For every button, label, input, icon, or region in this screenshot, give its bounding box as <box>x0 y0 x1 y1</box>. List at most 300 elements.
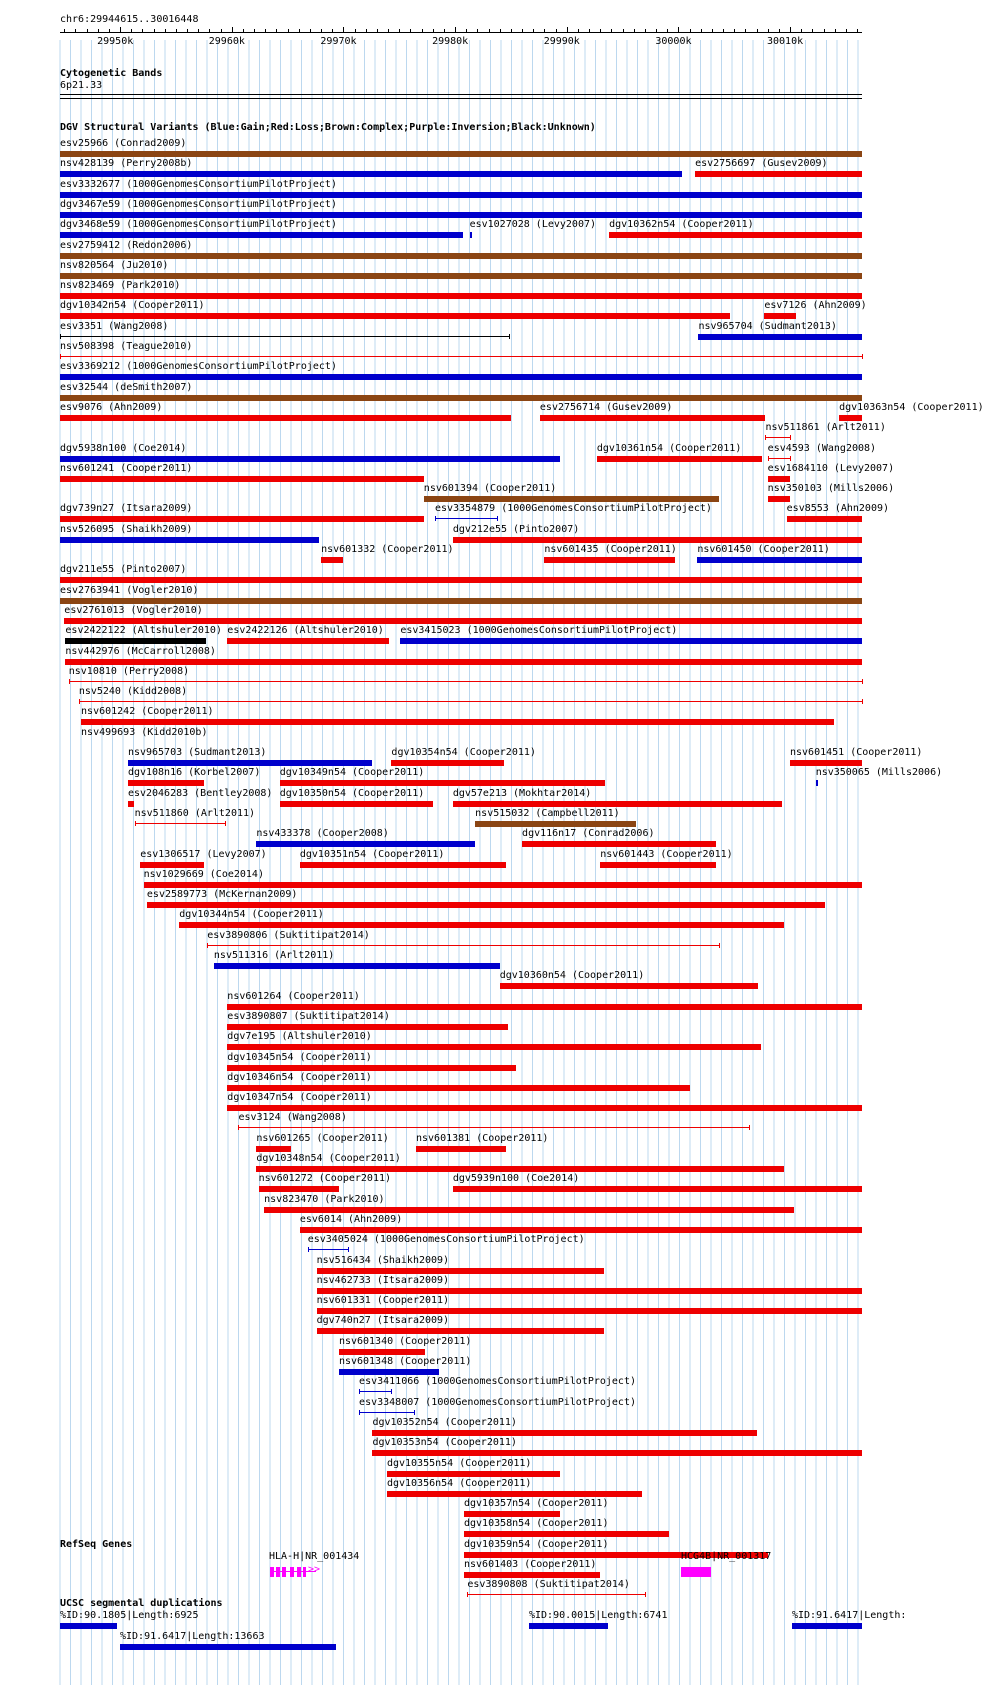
ruler-minor-tick <box>578 29 579 32</box>
variant-bar[interactable] <box>65 638 206 644</box>
variant-label[interactable]: nsv499693 (Kidd2010b) <box>81 726 208 738</box>
variant-bar[interactable] <box>435 518 498 519</box>
ruler-minor-tick <box>656 29 657 32</box>
variant-label[interactable]: dgv10360n54 (Cooper2011) <box>499 970 645 982</box>
variant-label[interactable]: esv3890806 (Suktitipat2014) <box>207 929 370 941</box>
track-title-refseq: RefSeq Genes <box>60 1539 133 1550</box>
variant-bar[interactable] <box>60 171 682 177</box>
variant-label[interactable]: nsv823469 (Park2010) <box>60 280 181 292</box>
variant-bar[interactable] <box>387 1471 560 1477</box>
variant-bar[interactable] <box>597 456 762 462</box>
variant-bar[interactable] <box>816 780 818 786</box>
variant-label[interactable]: dgv10357n54 (Cooper2011) <box>463 1498 609 1510</box>
variant-label[interactable]: esv2756697 (Gusev2009) <box>695 158 828 170</box>
variant-bar[interactable] <box>540 415 766 421</box>
variant-label[interactable]: nsv511860 (Arlt2011) <box>134 807 256 819</box>
variant-end-cap <box>348 1247 349 1252</box>
variant-bar[interactable] <box>372 1430 756 1436</box>
ruler-minor-tick <box>98 29 99 32</box>
variant-label[interactable]: esv1306517 (Levy2007) <box>140 848 267 860</box>
variant-label[interactable]: esv2422126 (Altshuler2010) <box>227 625 384 637</box>
variant-bar[interactable] <box>60 313 730 319</box>
variant-label[interactable]: dgv739n27 (Itsara2009) <box>60 503 193 515</box>
variant-bar[interactable] <box>544 557 675 563</box>
variant-bar[interactable] <box>317 1268 604 1274</box>
variant-label[interactable]: esv8553 (Ahn2009) <box>786 503 890 515</box>
variant-label[interactable]: nsv601451 (Cooper2011) <box>790 747 923 758</box>
variant-bar[interactable] <box>256 1146 291 1152</box>
variant-bar[interactable] <box>470 232 472 238</box>
ruler-minor-tick <box>75 29 76 32</box>
variant-bar[interactable] <box>227 1065 516 1071</box>
variant-label[interactable]: esv3405024 (1000GenomesConsortiumPilotProject) <box>307 1234 585 1246</box>
variant-bar[interactable] <box>227 1024 507 1030</box>
ruler-minor-tick <box>533 29 534 32</box>
variant-label[interactable]: dgv10342n54 (Cooper2011) <box>60 300 205 312</box>
variant-label[interactable]: dgv7e195 (Altshuler2010) <box>227 1031 372 1043</box>
ruler-minor-tick <box>221 29 222 32</box>
variant-label[interactable]: nsv511316 (Arlt2011) <box>213 950 335 961</box>
variant-label[interactable]: dgv116n17 (Conrad2006) <box>522 828 655 840</box>
variant-bar[interactable] <box>600 862 716 868</box>
variant-label[interactable]: esv3890808 (Suktitipat2014) <box>467 1579 630 1591</box>
variant-label[interactable]: dgv108n16 (Korbel2007) <box>127 767 261 779</box>
ruler-minor-tick <box>433 29 434 32</box>
variant-end-cap <box>790 456 791 461</box>
variant-label[interactable]: nsv601272 (Cooper2011) <box>258 1173 392 1185</box>
variant-bar[interactable] <box>60 476 424 482</box>
variant-label[interactable]: nsv601332 (Cooper2011) <box>321 544 454 555</box>
variant-bar[interactable] <box>300 1227 862 1233</box>
variant-bar[interactable] <box>60 456 560 462</box>
variant-label[interactable]: esv3369212 (1000GenomesConsortiumPilotProject) <box>60 361 337 373</box>
variant-bar[interactable] <box>416 1146 506 1152</box>
variant-bar[interactable] <box>60 273 862 279</box>
variant-bar[interactable] <box>60 293 862 299</box>
variant-bar[interactable] <box>60 395 862 401</box>
variant-bar[interactable] <box>317 1308 862 1314</box>
variant-bar[interactable] <box>60 232 463 238</box>
ruler-minor-tick <box>321 29 322 32</box>
variant-bar[interactable] <box>60 415 511 421</box>
variant-bar[interactable] <box>839 415 862 421</box>
variant-label[interactable]: dgv10362n54 (Cooper2011) <box>609 219 754 231</box>
ruler-minor-tick <box>254 29 255 32</box>
variant-label[interactable]: dgv10354n54 (Cooper2011) <box>391 747 536 758</box>
variant-label[interactable]: nsv601264 (Cooper2011) <box>227 990 360 1002</box>
variant-bar[interactable] <box>475 821 636 827</box>
variant-label[interactable]: dgv10361n54 (Cooper2011) <box>596 442 742 454</box>
variant-bar[interactable] <box>259 1186 339 1192</box>
variant-label[interactable]: nsv350065 (Mills2006) <box>815 767 943 779</box>
variant-bar[interactable] <box>317 1328 604 1334</box>
gene-hla-h[interactable] <box>270 1564 321 1577</box>
ruler-major-tick <box>232 27 233 33</box>
variant-bar[interactable] <box>60 537 319 543</box>
variant-bar[interactable] <box>765 437 790 438</box>
variant-end-cap <box>862 679 863 684</box>
ruler-minor-tick <box>209 29 210 32</box>
variant-bar[interactable] <box>81 719 834 725</box>
variant-bar[interactable] <box>359 1412 414 1413</box>
variant-bar[interactable] <box>140 862 204 868</box>
variant-bar[interactable] <box>453 537 862 543</box>
ruler-minor-tick <box>556 29 557 32</box>
variant-label[interactable]: dgv211e55 (Pinto2007) <box>60 564 187 576</box>
variant-label[interactable]: esv2422122 (Altshuler2010) <box>65 625 222 637</box>
variant-bar[interactable] <box>69 681 862 682</box>
variant-bar[interactable] <box>60 516 424 522</box>
ruler-baseline <box>60 32 862 33</box>
variant-label[interactable]: esv2759412 (Redon2006) <box>60 239 193 251</box>
variant-bar[interactable] <box>207 945 718 946</box>
variant-label[interactable]: nsv601394 (Cooper2011) <box>423 483 557 495</box>
ruler-minor-tick <box>388 29 389 32</box>
variant-bar[interactable] <box>453 1186 862 1192</box>
variant-label[interactable]: esv25966 (Conrad2009) <box>60 138 187 149</box>
variant-label[interactable]: dgv740n27 (Itsara2009) <box>316 1315 450 1327</box>
variant-label[interactable]: nsv601348 (Cooper2011) <box>338 1356 472 1367</box>
variant-label[interactable]: dgv5938n100 (Coe2014) <box>60 442 187 454</box>
ruler-minor-tick <box>544 29 545 32</box>
ruler-minor-tick <box>611 29 612 32</box>
ruler-minor-tick <box>377 29 378 32</box>
variant-bar[interactable] <box>128 801 134 807</box>
ruler-minor-tick <box>511 29 512 32</box>
variant-label[interactable]: esv6014 (Ahn2009) <box>299 1213 403 1225</box>
variant-label[interactable]: dgv10350n54 (Cooper2011) <box>279 787 425 799</box>
ruler-minor-tick <box>444 29 445 32</box>
variant-bar[interactable] <box>697 557 862 563</box>
variant-bar[interactable] <box>264 1207 794 1213</box>
segdup-bar[interactable] <box>120 1644 336 1650</box>
variant-label[interactable]: nsv601435 (Cooper2011) <box>544 544 677 555</box>
variant-end-cap <box>79 699 80 704</box>
variant-bar[interactable] <box>467 1594 645 1595</box>
variant-label[interactable]: nsv428139 (Perry2008b) <box>60 158 193 170</box>
variant-label[interactable]: esv32544 (deSmith2007) <box>60 381 193 393</box>
ruler-minor-tick <box>477 29 478 32</box>
ruler-position: chr6:29944615..30016448 <box>60 14 199 25</box>
ruler-minor-tick <box>824 29 825 32</box>
ruler-minor-tick <box>243 29 244 32</box>
variant-end-cap <box>790 435 791 440</box>
ruler-minor-tick <box>422 29 423 32</box>
ruler-minor-tick <box>846 29 847 32</box>
variant-bar[interactable] <box>79 701 862 702</box>
variant-bar[interactable] <box>60 253 862 259</box>
ruler-tick-label: 29970k <box>320 36 357 47</box>
variant-label[interactable]: nsv5240 (Kidd2008) <box>78 686 188 698</box>
variant-bar[interactable] <box>391 760 504 766</box>
variant-end-cap <box>862 699 863 704</box>
ruler-major-tick <box>343 27 344 33</box>
cytoband-label: 6p21.33 <box>60 80 103 91</box>
variant-bar[interactable] <box>64 618 862 624</box>
variant-bar[interactable] <box>238 1127 748 1128</box>
variant-label[interactable]: esv1684110 (Levy2007) <box>767 462 895 474</box>
variant-label[interactable]: nsv965704 (Sudmant2013) <box>698 320 837 332</box>
variant-label[interactable]: esv2763941 (Vogler2010) <box>60 584 199 596</box>
variant-end-cap <box>207 943 208 948</box>
variant-label[interactable]: esv2761013 (Vogler2010) <box>64 604 203 616</box>
variant-bar[interactable] <box>609 232 862 238</box>
ruler-minor-tick <box>745 29 746 32</box>
variant-label[interactable]: dgv10345n54 (Cooper2011) <box>227 1051 372 1063</box>
variant-end-cap <box>467 1592 468 1597</box>
variant-label[interactable]: esv3332677 (1000GenomesConsortiumPilotProject) <box>60 178 337 190</box>
variant-end-cap <box>509 334 510 339</box>
segdup-bar[interactable] <box>529 1623 608 1629</box>
segdup-bar[interactable] <box>60 1623 117 1629</box>
variant-label[interactable]: esv2756714 (Gusev2009) <box>539 401 673 413</box>
variant-bar[interactable] <box>768 496 790 502</box>
variant-label[interactable]: esv3348007 (1000GenomesConsortiumPilotProject) <box>359 1396 636 1408</box>
ruler-minor-tick <box>634 29 635 32</box>
variant-end-cap <box>862 354 863 359</box>
variant-bar[interactable] <box>227 638 389 644</box>
ruler-minor-tick <box>288 29 289 32</box>
ruler-minor-tick <box>355 29 356 32</box>
ruler-minor-tick <box>332 29 333 32</box>
variant-label[interactable]: dgv57e213 (Mokhtar2014) <box>452 787 592 799</box>
ruler-minor-tick <box>64 29 65 32</box>
variant-bar[interactable] <box>60 336 509 337</box>
ruler-minor-tick <box>812 29 813 32</box>
variant-label[interactable]: nsv526095 (Shaikh2009) <box>60 523 193 535</box>
ruler-minor-tick <box>701 29 702 32</box>
variant-bar[interactable] <box>317 1288 862 1294</box>
ruler-tick-label: 29990k <box>543 36 580 47</box>
variant-end-cap <box>238 1125 239 1130</box>
variant-bar[interactable] <box>464 1531 669 1537</box>
variant-label[interactable]: esv9076 (Ahn2009) <box>60 401 163 413</box>
variant-bar[interactable] <box>214 963 500 969</box>
variant-bar[interactable] <box>768 458 790 459</box>
variant-label[interactable]: esv2046283 (Bentley2008) <box>127 787 273 799</box>
ruler-minor-tick <box>276 29 277 32</box>
ruler-minor-tick <box>265 29 266 32</box>
variant-label[interactable]: dgv10349n54 (Cooper2011) <box>279 767 425 779</box>
variant-bar[interactable] <box>308 1249 348 1250</box>
ruler-major-tick <box>567 27 568 33</box>
variant-bar[interactable] <box>424 496 719 502</box>
variant-bar[interactable] <box>227 1105 862 1111</box>
ruler-minor-tick <box>131 29 132 32</box>
variant-bar[interactable] <box>698 334 862 340</box>
gene-label[interactable]: HCG4B|NR_001317 <box>681 1551 772 1562</box>
variant-bar[interactable] <box>256 1166 784 1172</box>
variant-label[interactable]: dgv10347n54 (Cooper2011) <box>227 1092 372 1104</box>
variant-label[interactable]: dgv10355n54 (Cooper2011) <box>386 1457 532 1469</box>
ruler-minor-tick <box>366 29 367 32</box>
variant-label[interactable]: dgv10346n54 (Cooper2011) <box>227 1071 372 1083</box>
variant-label[interactable]: nsv601381 (Cooper2011) <box>415 1132 549 1144</box>
variant-label[interactable]: nsv462733 (Itsara2009) <box>316 1274 450 1286</box>
ruler-major-tick <box>120 27 121 33</box>
variant-label[interactable]: esv3124 (Wang2008) <box>238 1112 347 1124</box>
variant-bar[interactable] <box>128 780 204 786</box>
variant-bar[interactable] <box>227 1004 862 1010</box>
ruler-tick-label: 29980k <box>432 36 469 47</box>
segdup-label: %ID:90.0015|Length:6741 <box>529 1610 668 1621</box>
variant-bar[interactable] <box>60 374 862 380</box>
variant-bar[interactable] <box>339 1349 425 1355</box>
variant-label[interactable]: nsv511861 (Arlt2011) <box>765 422 886 434</box>
ruler-minor-tick <box>500 29 501 32</box>
variant-end-cap <box>749 1125 750 1130</box>
variant-label[interactable]: nsv442976 (McCarroll2008) <box>65 645 216 657</box>
variant-bar[interactable] <box>522 841 716 847</box>
variant-end-cap <box>359 1389 360 1394</box>
variant-label[interactable]: nsv516434 (Shaikh2009) <box>316 1254 450 1266</box>
variant-bar[interactable] <box>387 1491 642 1497</box>
ruler-minor-tick <box>835 29 836 32</box>
variant-end-cap <box>225 821 226 826</box>
variant-label[interactable]: nsv601331 (Cooper2011) <box>316 1295 450 1307</box>
variant-label[interactable]: nsv601242 (Cooper2011) <box>81 706 214 718</box>
variant-label[interactable]: esv2589773 (McKernan2009) <box>146 889 298 901</box>
variant-label[interactable]: dgv10344n54 (Cooper2011) <box>179 909 324 921</box>
variant-bar[interactable] <box>179 922 784 928</box>
strand-arrow-icon: >> <box>308 1564 321 1575</box>
variant-bar[interactable] <box>372 1450 862 1456</box>
variant-label[interactable]: nsv350103 (Mills2006) <box>767 483 895 495</box>
variant-label[interactable]: nsv601340 (Cooper2011) <box>338 1335 472 1347</box>
ruler-minor-tick <box>757 29 758 32</box>
variant-label[interactable]: nsv601443 (Cooper2011) <box>600 848 733 860</box>
variant-label[interactable]: nsv601450 (Cooper2011) <box>697 544 830 555</box>
variant-bar[interactable] <box>321 557 343 563</box>
variant-label[interactable]: dgv212e55 (Pinto2007) <box>452 523 580 535</box>
ruler-minor-tick <box>645 29 646 32</box>
variant-label[interactable]: dgv3468e59 (1000GenomesConsortiumPilotProject) <box>60 219 337 231</box>
variant-label[interactable]: nsv601241 (Cooper2011) <box>60 462 193 474</box>
variant-label[interactable]: dgv10359n54 (Cooper2011) <box>463 1538 609 1550</box>
variant-bar[interactable] <box>60 192 862 198</box>
ruler-minor-tick <box>723 29 724 32</box>
variant-bar[interactable] <box>147 902 825 908</box>
variant-end-cap <box>719 943 720 948</box>
variant-label[interactable]: dgv3467e59 (1000GenomesConsortiumPilotProject) <box>60 198 337 210</box>
variant-label[interactable]: esv1027028 (Levy2007) <box>469 219 597 231</box>
variant-bar[interactable] <box>500 983 758 989</box>
ruler-minor-tick <box>690 29 691 32</box>
variant-label[interactable]: nsv820564 (Ju2010) <box>60 259 169 271</box>
ruler-minor-tick <box>299 29 300 32</box>
variant-bar[interactable] <box>227 1044 761 1050</box>
variant-label[interactable]: esv3890807 (Suktitipat2014) <box>227 1010 390 1022</box>
variant-label[interactable]: dgv10358n54 (Cooper2011) <box>463 1518 609 1530</box>
ruler-minor-tick <box>768 29 769 32</box>
segdup-label: %ID:90.1805|Length:6925 <box>60 1610 199 1621</box>
variant-label[interactable]: esv3351 (Wang2008) <box>60 320 169 332</box>
variant-bar[interactable] <box>128 760 373 766</box>
variant-bar[interactable] <box>135 823 225 824</box>
ruler-minor-tick <box>712 29 713 32</box>
ruler-major-tick <box>678 27 679 33</box>
ruler-minor-tick <box>198 29 199 32</box>
variant-label[interactable]: nsv823470 (Park2010) <box>264 1193 385 1205</box>
variant-bar[interactable] <box>339 1369 439 1375</box>
variant-label[interactable]: nsv515032 (Campbell2011) <box>475 807 620 819</box>
variant-label[interactable]: esv3411066 (1000GenomesConsortiumPilotProject) <box>359 1376 636 1388</box>
variant-label[interactable]: dgv10356n54 (Cooper2011) <box>386 1477 532 1489</box>
variant-label[interactable]: nsv10810 (Perry2008) <box>68 665 190 677</box>
variant-label[interactable]: nsv433378 (Cooper2008) <box>256 828 389 840</box>
variant-bar[interactable] <box>60 356 862 357</box>
cytoband-bar[interactable] <box>60 94 862 95</box>
ruler-minor-tick <box>857 29 858 32</box>
gene-hcg4b[interactable] <box>681 1567 711 1577</box>
variant-bar[interactable] <box>464 1572 600 1578</box>
variant-end-cap <box>391 1389 392 1394</box>
variant-end-cap <box>60 334 61 339</box>
variant-end-cap <box>69 679 70 684</box>
variant-label[interactable]: esv7126 (Ahn2009) <box>764 300 867 312</box>
variant-bar[interactable] <box>280 801 433 807</box>
variant-bar[interactable] <box>695 171 862 177</box>
variant-bar[interactable] <box>768 476 790 482</box>
ruler-minor-tick <box>623 29 624 32</box>
ruler-minor-tick <box>589 29 590 32</box>
variant-label[interactable]: nsv601403 (Cooper2011) <box>463 1559 597 1570</box>
variant-label[interactable]: dgv5939n100 (Coe2014) <box>452 1173 580 1185</box>
variant-label[interactable]: esv4593 (Wang2008) <box>767 442 877 454</box>
ruler-minor-tick <box>410 29 411 32</box>
ruler-minor-tick <box>801 29 802 32</box>
ruler-minor-tick <box>779 29 780 32</box>
variant-label[interactable]: esv3415023 (1000GenomesConsortiumPilotProject) <box>400 625 678 637</box>
variant-bar[interactable] <box>764 313 795 319</box>
variant-end-cap <box>497 516 498 521</box>
variant-bar[interactable] <box>790 760 862 766</box>
variant-label[interactable]: dgv10351n54 (Cooper2011) <box>299 848 445 860</box>
variant-bar[interactable] <box>65 659 862 665</box>
ruler-tick-label: 30000k <box>655 36 692 47</box>
variant-label[interactable]: dgv10353n54 (Cooper2011) <box>372 1437 517 1449</box>
variant-bar[interactable] <box>464 1511 560 1517</box>
variant-label[interactable]: dgv10352n54 (Cooper2011) <box>372 1416 517 1428</box>
variant-label[interactable]: nsv1029669 (Coe2014) <box>143 868 264 880</box>
variant-bar[interactable] <box>144 882 862 888</box>
variant-bar[interactable] <box>60 212 862 218</box>
variant-bar[interactable] <box>60 577 862 583</box>
variant-bar[interactable] <box>60 598 862 604</box>
variant-label[interactable]: dgv10363n54 (Cooper2011) <box>839 401 984 413</box>
ruler-tick-label: 30010k <box>767 36 804 47</box>
variant-bar[interactable] <box>787 516 862 522</box>
variant-bar[interactable] <box>227 1085 689 1091</box>
variant-bar[interactable] <box>453 801 782 807</box>
variant-label[interactable]: esv3354879 (1000GenomesConsortiumPilotProject) <box>434 503 712 515</box>
variant-bar[interactable] <box>400 638 862 644</box>
variant-label[interactable]: dgv10348n54 (Cooper2011) <box>256 1153 401 1164</box>
variant-bar[interactable] <box>60 151 862 157</box>
variant-bar[interactable] <box>280 780 605 786</box>
variant-bar[interactable] <box>256 841 475 847</box>
variant-bar[interactable] <box>359 1391 391 1392</box>
variant-end-cap <box>414 1410 415 1415</box>
gene-label[interactable]: HLA-H|NR_001434 <box>269 1551 360 1562</box>
segdup-bar[interactable] <box>792 1623 862 1629</box>
ruler-minor-tick <box>87 29 88 32</box>
variant-label[interactable]: nsv601265 (Cooper2011) <box>256 1132 389 1144</box>
ruler-tick-label: 29950k <box>97 36 134 47</box>
variant-label[interactable]: nsv965703 (Sudmant2013) <box>127 747 267 758</box>
variant-label[interactable]: nsv508398 (Teague2010) <box>60 341 193 352</box>
variant-bar[interactable] <box>300 862 507 868</box>
